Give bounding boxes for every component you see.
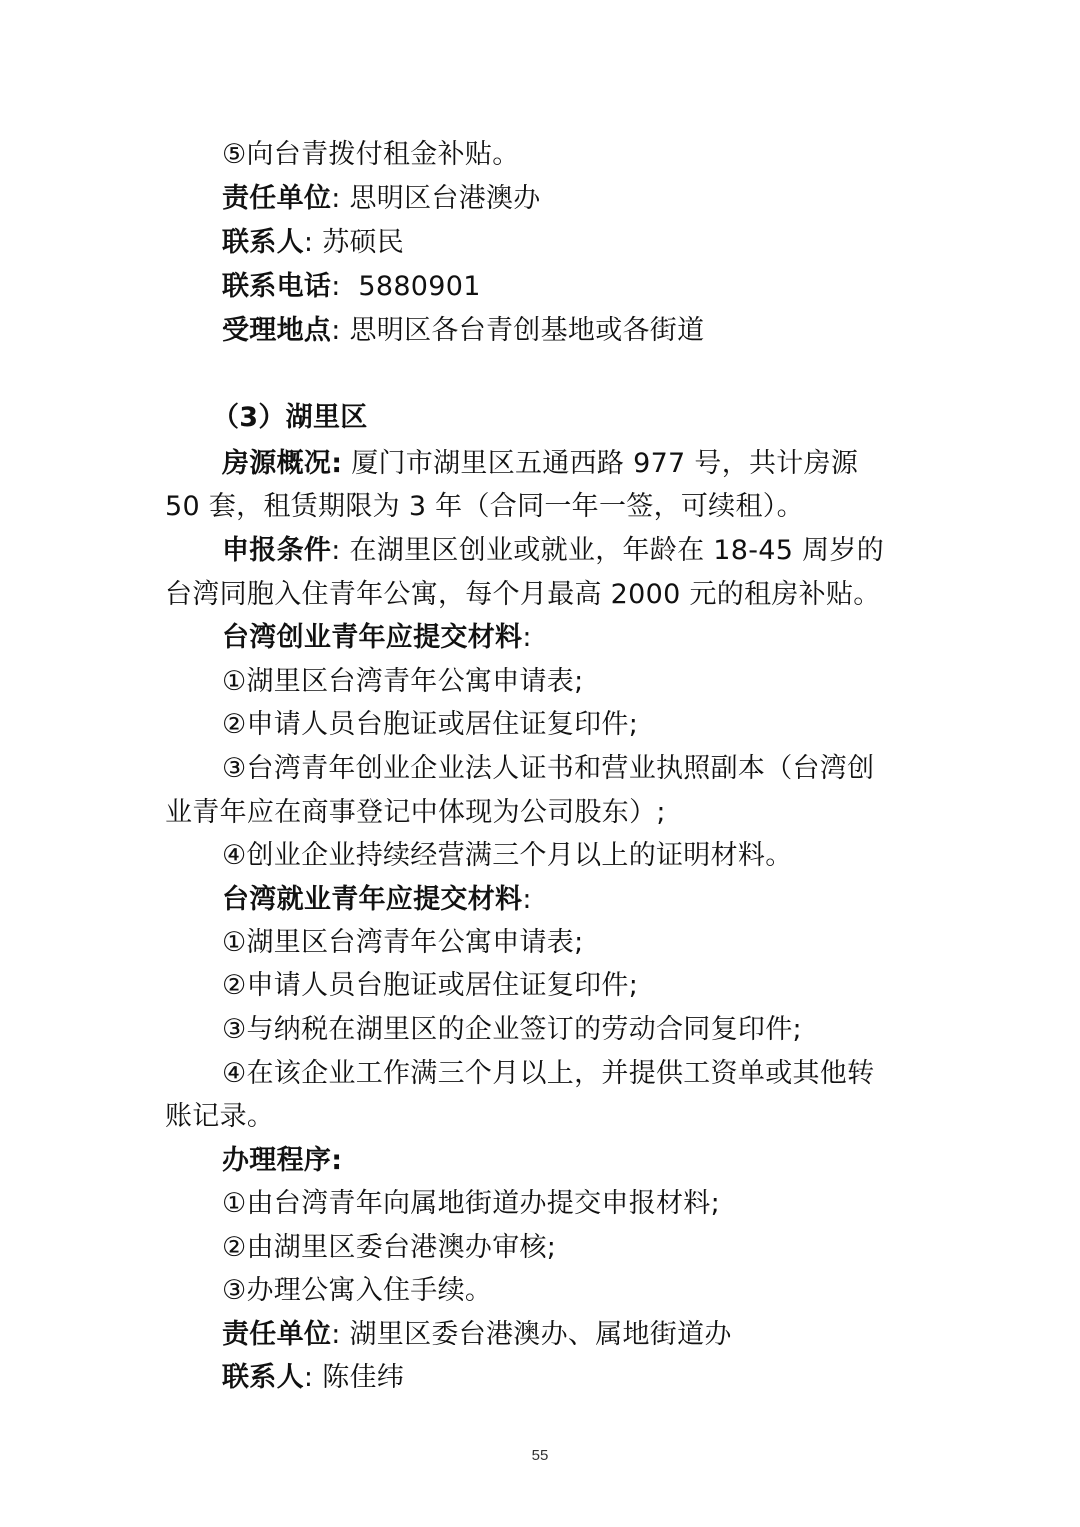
field-label: 责任单位 bbox=[222, 1319, 332, 1350]
field-sep: : bbox=[522, 622, 532, 653]
list-item-continuation: 账记录。 bbox=[165, 1101, 275, 1132]
field-sep: : bbox=[331, 1319, 341, 1350]
field-label: 联系人 bbox=[222, 1362, 304, 1393]
field-sep: : bbox=[303, 227, 314, 258]
field-value: 思明区台港澳办 bbox=[349, 183, 541, 214]
list-item: ③台湾青年创业企业法人证书和营业执照副本（台湾创 bbox=[222, 753, 875, 784]
list-item: ④创业企业持续经营满三个月以上的证明材料。 bbox=[222, 840, 793, 871]
entrepreneur-materials-title bbox=[222, 620, 532, 656]
list-item: ③与纳税在湖里区的企业签订的劳动合同复印件; bbox=[222, 1014, 802, 1045]
field-value: 5880901 bbox=[358, 271, 481, 302]
employee-materials-title bbox=[222, 882, 532, 918]
siming-contact-phone bbox=[222, 269, 481, 305]
field-sep: : bbox=[303, 1362, 314, 1393]
huli-responsible-unit bbox=[222, 1317, 732, 1353]
siming-step5: ⑤向台青拨付租金补贴。 bbox=[222, 139, 520, 170]
siming-contact-person bbox=[222, 225, 404, 261]
procedure-step: ③办理公寓入住手续。 bbox=[222, 1275, 493, 1306]
list-item: ①湖里区台湾青年公寓申请表; bbox=[222, 666, 584, 697]
siming-responsible-unit bbox=[222, 181, 541, 217]
field-value: 在湖里区创业或就业，年龄在 18-45 周岁的 bbox=[349, 535, 885, 566]
list-item: ①湖里区台湾青年公寓申请表; bbox=[222, 927, 584, 958]
huli-housing-line2: 50 套，租赁期限为 3 年（合同一年一签，可续租）。 bbox=[165, 491, 804, 522]
field-sep: : bbox=[331, 271, 341, 302]
field-sep: : bbox=[331, 183, 341, 214]
field-value: 苏硕民 bbox=[322, 227, 405, 258]
list-item: ②申请人员台胞证或居住证复印件; bbox=[222, 970, 639, 1001]
huli-conditions-line2: 台湾同胞入住青年公寓，每个月最高 2000 元的租房补贴。 bbox=[165, 579, 881, 610]
field-label: 联系人 bbox=[222, 227, 304, 258]
field-label: 房源概况: bbox=[222, 448, 343, 479]
huli-housing-line1 bbox=[222, 446, 858, 482]
section-heading-huli: （3）湖里区 bbox=[212, 402, 368, 433]
field-label: 责任单位 bbox=[222, 183, 332, 214]
huli-contact-person bbox=[222, 1360, 404, 1396]
field-value: 思明区各台青创基地或各街道 bbox=[349, 315, 705, 346]
list-item-continuation: 业青年应在商事登记中体现为公司股东）; bbox=[165, 797, 666, 828]
procedure-step: ②由湖里区委台港澳办审核; bbox=[222, 1232, 557, 1263]
subsection-title: 台湾就业青年应提交材料 bbox=[222, 884, 523, 915]
field-sep: : bbox=[522, 884, 532, 915]
field-sep: : bbox=[331, 535, 341, 566]
field-value: 厦门市湖里区五通西路 977 号，共计房源 bbox=[351, 448, 859, 479]
subsection-title: 台湾创业青年应提交材料 bbox=[222, 622, 523, 653]
field-label: 联系电话 bbox=[222, 271, 332, 302]
field-value: 湖里区委台港澳办、属地街道办 bbox=[349, 1319, 732, 1350]
field-value: 陈佳纬 bbox=[322, 1362, 405, 1393]
field-label: 受理地点 bbox=[222, 315, 332, 346]
field-sep: : bbox=[331, 315, 341, 346]
siming-location bbox=[222, 313, 704, 349]
page-number: 55 bbox=[531, 1447, 549, 1464]
field-label: 申报条件 bbox=[222, 535, 332, 566]
list-item: ②申请人员台胞证或居住证复印件; bbox=[222, 709, 639, 740]
list-item: ④在该企业工作满三个月以上，并提供工资单或其他转 bbox=[222, 1058, 875, 1089]
procedure-title: 办理程序: bbox=[222, 1145, 343, 1176]
huli-conditions-line1 bbox=[222, 533, 884, 569]
procedure-step: ①由台湾青年向属地街道办提交申报材料; bbox=[222, 1188, 721, 1219]
